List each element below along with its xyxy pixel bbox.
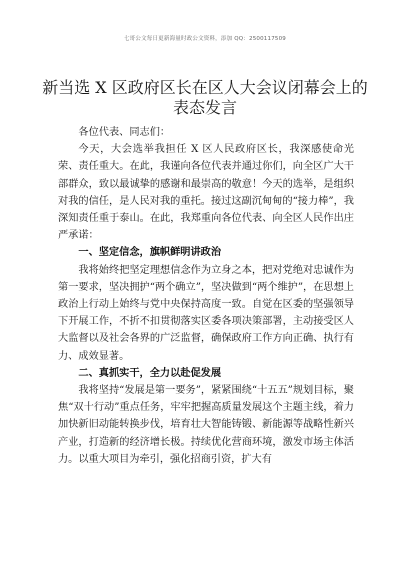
salutation: 各位代表、同志们： <box>78 127 171 138</box>
document-body <box>58 124 354 468</box>
document-title: 新当选 X 区政府区长在区人大会议闭幕会上的表态发言 <box>42 78 368 117</box>
section-heading: 一、坚定信念，旗帜鲜明讲政治 <box>78 247 222 259</box>
intro-paragraph: 今天，大会选举我担任 X 区人民政府区长，我深感使命光荣、责任重大。在此，我谨向各位代表并通过你们，向全区广大干部群众，致以最诚挚的感谢和最崇高的敬意！今天的选举，是组织对我的信任，是人民对我的重托。接过这副沉甸甸的“接力棒”，我深知责任重于泰山。在此，我郑重向各位代表、向全区人民作出庄严承诺： <box>58 144 354 242</box>
section-paragraph: 我将坚持“发展是第一要务”，紧紧围绕“十五五”规划目标，聚焦“双十行动”重点任务，牢牢把握高质量发展这个主题主线，着力加快新旧动能转换步伐，培育壮大智能铸锻、新能源等战略性新兴产业，打造新的经济增长极。持续优化营商环境，激发市场主体活力。以重大项目为牵引，强化招商引资，扩大有 <box>58 385 354 465</box>
section-paragraph: 我将始终把坚定理想信念作为立身之本，把对党绝对忠诚作为第一要求，坚决拥护“两个确立”，坚决做到“两个维护”，在思想上政治上行动上始终与党中央保持高度一致。自觉在区委的坚强领导下开展工作，不折不扣贯彻落实区委各项决策部署，主动接受区人大监督以及社会各界的广泛监督，确保政府工作方向正确、执行有力、成效显著。 <box>58 264 354 362</box>
header-note: 七哥公文每日更新海量时政公文资料，添加 QQ：2500117509 <box>123 36 286 42</box>
section-heading: 二、真抓实干，全力以赴促发展 <box>78 367 222 379</box>
